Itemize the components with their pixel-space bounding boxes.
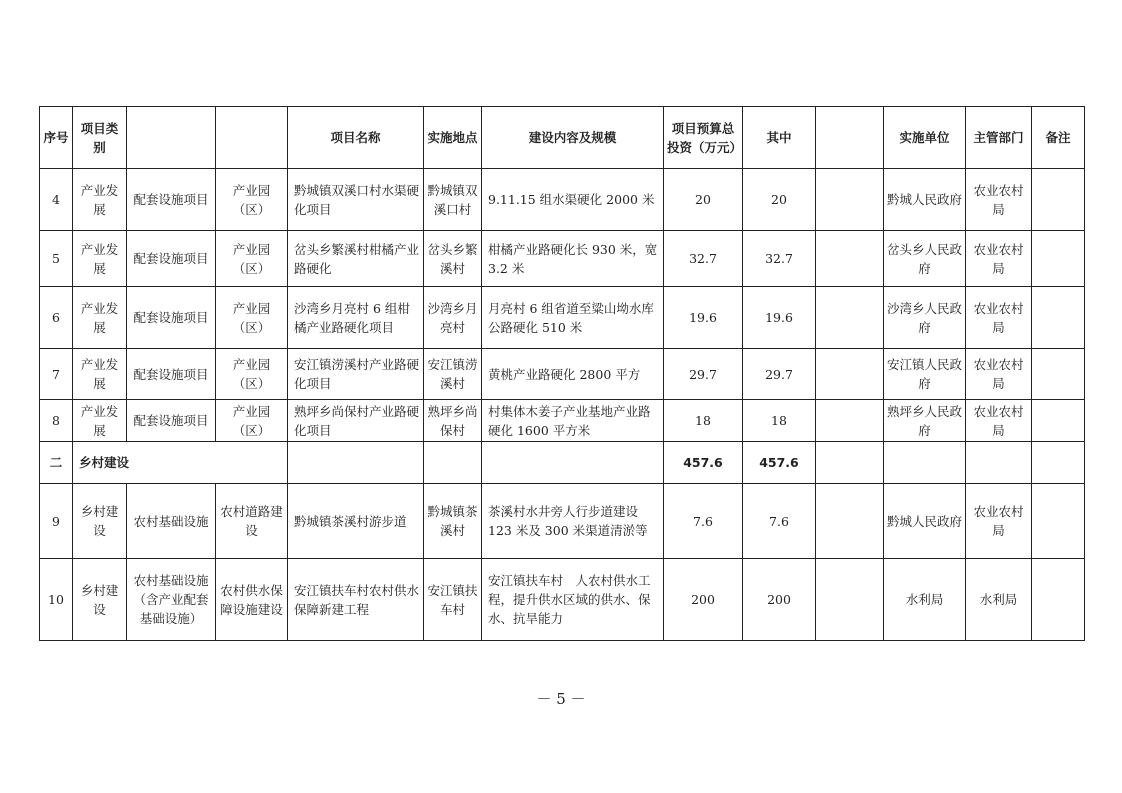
cell-sub1: 配套设施项目 (127, 349, 216, 400)
cell-category: 产业发展 (73, 169, 127, 231)
header-location: 实施地点 (424, 107, 482, 169)
section-empty (424, 442, 482, 484)
cell-location: 安江镇扶车村 (424, 559, 482, 641)
cell-unit: 安江镇人民政府 (884, 349, 966, 400)
cell-category: 产业发展 (73, 349, 127, 400)
cell-dept: 农业农村局 (966, 484, 1032, 559)
section-of-which: 457.6 (743, 442, 816, 484)
cell-category: 乡村建设 (73, 559, 127, 641)
section-seq: 二 (40, 442, 73, 484)
cell-budget: 18 (664, 400, 743, 442)
section-empty (482, 442, 664, 484)
cell-sub1: 配套设施项目 (127, 287, 216, 349)
header-category: 项目类别 (73, 107, 127, 169)
header-seq: 序号 (40, 107, 73, 169)
cell-name: 黔城镇双溪口村水渠硬化项目 (288, 169, 424, 231)
header-content: 建设内容及规模 (482, 107, 664, 169)
cell-seq: 4 (40, 169, 73, 231)
cell-budget: 200 (664, 559, 743, 641)
cell-of-which: 19.6 (743, 287, 816, 349)
cell-seq: 5 (40, 231, 73, 287)
cell-dept: 农业农村局 (966, 349, 1032, 400)
cell-budget: 32.7 (664, 231, 743, 287)
cell-content: 9.11.15 组水渠硬化 2000 米 (482, 169, 664, 231)
cell-sub2: 产业园（区） (216, 287, 288, 349)
cell-sub2: 产业园（区） (216, 231, 288, 287)
cell-content: 月亮村 6 组省道至粱山坳水库公路硬化 510 米 (482, 287, 664, 349)
cell-name: 岔头乡繁溪村柑橘产业路硬化 (288, 231, 424, 287)
header-dept: 主管部门 (966, 107, 1032, 169)
cell-remark (1032, 287, 1085, 349)
cell-name: 沙湾乡月亮村 6 组柑橘产业路硬化项目 (288, 287, 424, 349)
cell-col10 (816, 400, 884, 442)
cell-remark (1032, 169, 1085, 231)
cell-sub2: 产业园（区） (216, 349, 288, 400)
cell-remark (1032, 484, 1085, 559)
cell-seq: 8 (40, 400, 73, 442)
cell-of-which: 7.6 (743, 484, 816, 559)
cell-remark (1032, 400, 1085, 442)
header-col4 (216, 107, 288, 169)
cell-dept: 农业农村局 (966, 231, 1032, 287)
section-row (40, 442, 1085, 484)
cell-budget: 19.6 (664, 287, 743, 349)
cell-sub1: 配套设施项目 (127, 400, 216, 442)
cell-location: 熟坪乡尚保村 (424, 400, 482, 442)
cell-col10 (816, 484, 884, 559)
cell-content: 安江镇扶车村 人农村供水工程，提升供水区域的供水、保水、抗旱能力 (482, 559, 664, 641)
cell-location: 沙湾乡月亮村 (424, 287, 482, 349)
cell-name: 黔城镇茶溪村游步道 (288, 484, 424, 559)
cell-remark (1032, 349, 1085, 400)
section-empty (966, 442, 1032, 484)
cell-content: 村集体木姜子产业基地产业路硬化 1600 平方米 (482, 400, 664, 442)
cell-col10 (816, 169, 884, 231)
cell-of-which: 32.7 (743, 231, 816, 287)
cell-of-which: 29.7 (743, 349, 816, 400)
table-row (40, 287, 1085, 349)
cell-seq: 7 (40, 349, 73, 400)
cell-category: 产业发展 (73, 287, 127, 349)
cell-unit: 熟坪乡人民政府 (884, 400, 966, 442)
cell-unit: 岔头乡人民政府 (884, 231, 966, 287)
cell-remark (1032, 231, 1085, 287)
cell-name: 安江镇扶车村农村供水保障新建工程 (288, 559, 424, 641)
cell-category: 产业发展 (73, 231, 127, 287)
header-name: 项目名称 (288, 107, 424, 169)
cell-location: 安江镇涝溪村 (424, 349, 482, 400)
header-row (40, 107, 1085, 169)
cell-dept: 农业农村局 (966, 169, 1032, 231)
cell-sub2: 农村供水保障设施建设 (216, 559, 288, 641)
cell-dept: 水利局 (966, 559, 1032, 641)
cell-of-which: 200 (743, 559, 816, 641)
cell-col10 (816, 559, 884, 641)
cell-category: 产业发展 (73, 400, 127, 442)
cell-sub2: 产业园（区） (216, 400, 288, 442)
cell-budget: 20 (664, 169, 743, 231)
header-unit: 实施单位 (884, 107, 966, 169)
cell-content: 黄桃产业路硬化 2800 平方 (482, 349, 664, 400)
cell-sub1: 农村基础设施 (127, 484, 216, 559)
cell-seq: 6 (40, 287, 73, 349)
cell-dept: 农业农村局 (966, 287, 1032, 349)
cell-of-which: 20 (743, 169, 816, 231)
table-row (40, 231, 1085, 287)
cell-unit: 黔城人民政府 (884, 484, 966, 559)
cell-content: 柑橘产业路硬化长 930 米，宽 3.2 米 (482, 231, 664, 287)
table-row (40, 559, 1085, 641)
cell-of-which: 18 (743, 400, 816, 442)
cell-category: 乡村建设 (73, 484, 127, 559)
header-col3 (127, 107, 216, 169)
section-empty (1032, 442, 1085, 484)
cell-unit: 黔城人民政府 (884, 169, 966, 231)
cell-name: 熟坪乡尚保村产业路硬化项目 (288, 400, 424, 442)
section-budget: 457.6 (664, 442, 743, 484)
header-budget: 项目预算总投资（万元） (664, 107, 743, 169)
cell-sub2: 产业园（区） (216, 169, 288, 231)
section-empty (288, 442, 424, 484)
project-table (39, 106, 1085, 641)
cell-unit: 水利局 (884, 559, 966, 641)
cell-remark (1032, 559, 1085, 641)
table-row (40, 400, 1085, 442)
header-remark: 备注 (1032, 107, 1085, 169)
table-row (40, 169, 1085, 231)
section-category: 乡村建设 (73, 442, 288, 484)
cell-location: 黔城镇茶溪村 (424, 484, 482, 559)
cell-sub1: 配套设施项目 (127, 231, 216, 287)
table-row (40, 484, 1085, 559)
cell-col10 (816, 231, 884, 287)
section-empty (884, 442, 966, 484)
cell-sub1: 配套设施项目 (127, 169, 216, 231)
cell-col10 (816, 349, 884, 400)
cell-content: 茶溪村水井旁人行步道建设 123 米及 300 米渠道清淤等 (482, 484, 664, 559)
section-empty (816, 442, 884, 484)
cell-seq: 9 (40, 484, 73, 559)
cell-location: 岔头乡繁溪村 (424, 231, 482, 287)
cell-sub2: 农村道路建设 (216, 484, 288, 559)
header-of-which: 其中 (743, 107, 816, 169)
cell-unit: 沙湾乡人民政府 (884, 287, 966, 349)
cell-name: 安江镇涝溪村产业路硬化项目 (288, 349, 424, 400)
table-row (40, 349, 1085, 400)
cell-budget: 29.7 (664, 349, 743, 400)
cell-seq: 10 (40, 559, 73, 641)
header-col10 (816, 107, 884, 169)
cell-budget: 7.6 (664, 484, 743, 559)
cell-dept: 农业农村局 (966, 400, 1032, 442)
cell-sub1: 农村基础设施（含产业配套基础设施） (127, 559, 216, 641)
page-number: － 5 － (536, 690, 586, 708)
cell-location: 黔城镇双溪口村 (424, 169, 482, 231)
cell-col10 (816, 287, 884, 349)
